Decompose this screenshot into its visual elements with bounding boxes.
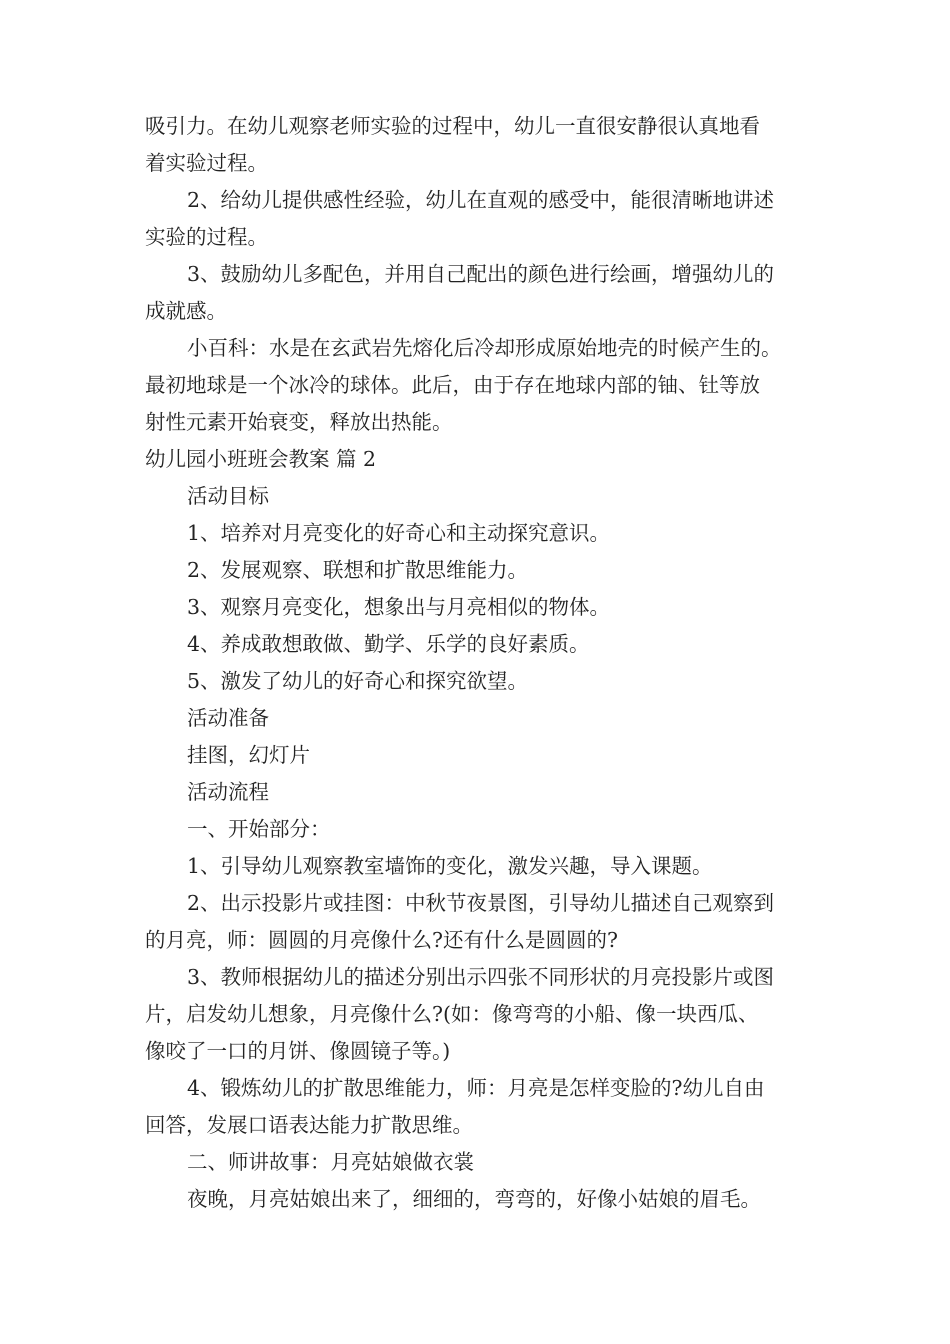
subheading: 二、师讲故事：月亮姑娘做衣裳 [187,1150,474,1174]
subheading: 活动准备 [187,706,269,730]
list-item: 5、激发了幼儿的好奇心和探究欲望。 [187,669,529,693]
text-line: 回答，发展口语表达能力扩散思维。 [145,1113,473,1137]
text-line: 夜晚，月亮姑娘出来了，细细的，弯弯的，好像小姑娘的眉毛。 [187,1187,761,1211]
text-line: 片，启发幼儿想象，月亮像什么?(如：像弯弯的小船、像一块西瓜、 [145,1002,759,1026]
list-item: 4、锻炼幼儿的扩散思维能力，师：月亮是怎样变脸的?幼儿自由 [187,1076,765,1100]
document-body [145,108,820,1218]
subheading: 一、开始部分： [187,817,331,841]
list-item: 3、教师根据幼儿的描述分别出示四张不同形状的月亮投影片或图 [187,965,775,989]
section-heading: 幼儿园小班班会教案 篇 2 [145,447,377,471]
list-item: 3、观察月亮变化，想象出与月亮相似的物体。 [187,595,611,619]
text-line: 2、给幼儿提供感性经验，幼儿在直观的感受中，能很清晰地讲述 [187,188,775,212]
list-item: 4、养成敢想敢做、勤学、乐学的良好素质。 [187,632,590,656]
text-line: 小百科：水是在玄武岩先熔化后冷却形成原始地壳的时候产生的。 [187,336,782,360]
text-line: 成就感。 [145,299,227,323]
text-line: 吸引力。在幼儿观察老师实验的过程中，幼儿一直很安静很认真地看 [145,114,760,138]
text-line: 的月亮，师：圆圆的月亮像什么?还有什么是圆圆的? [145,928,618,952]
text-line: 射性元素开始衰变，释放出热能。 [145,410,453,434]
text-line: 最初地球是一个冰冷的球体。此后，由于存在地球内部的铀、钍等放 [145,373,760,397]
list-item: 2、发展观察、联想和扩散思维能力。 [187,558,529,582]
list-item: 2、出示投影片或挂图：中秋节夜景图，引导幼儿描述自己观察到 [187,891,775,915]
list-item: 1、培养对月亮变化的好奇心和主动探究意识。 [187,521,611,545]
text-line: 实验的过程。 [145,225,268,249]
text-line: 挂图，幻灯片 [187,743,310,767]
text-line: 着实验过程。 [145,151,268,175]
text-line: 3、鼓励幼儿多配色，并用自己配出的颜色进行绘画，增强幼儿的 [187,262,775,286]
subheading: 活动目标 [187,484,269,508]
list-item: 1、引导幼儿观察教室墙饰的变化，激发兴趣，导入课题。 [187,854,713,878]
text-line: 像咬了一口的月饼、像圆镜子等。) [145,1039,451,1063]
subheading: 活动流程 [187,780,269,804]
